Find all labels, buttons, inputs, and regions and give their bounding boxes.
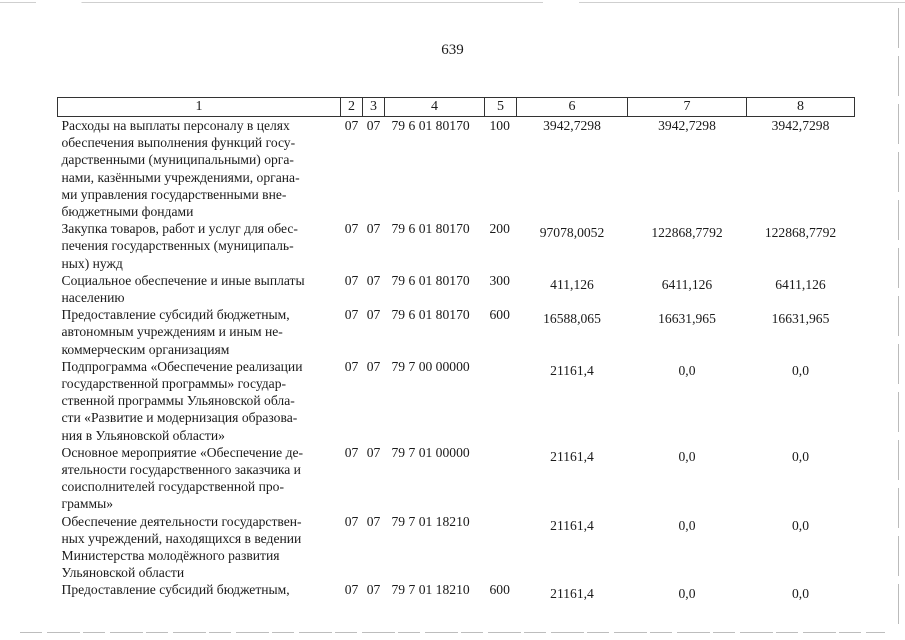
subsection-code: 07 [366,307,381,323]
table-row [58,358,855,444]
amount-col6: 3942,7298 [543,118,601,133]
expense-type-code: 300 [489,272,510,288]
subsection-code: 07 [366,118,381,133]
amount-col7: 6411,126 [661,276,713,292]
row-description [58,306,341,358]
header-row [58,98,855,117]
amount-col6: 97078,0052 [539,225,605,241]
row-description [58,513,341,582]
target-article-code: 79 7 01 18210 [391,513,470,529]
row-description [58,444,341,513]
expense-type-code [485,513,517,582]
description-line: Подпрограмма «Обеспечение реализации [61,358,303,374]
target-article-code: 79 7 01 00000 [391,444,470,460]
row-description [58,117,341,221]
table-row [58,272,855,306]
description-line: ми управления государственными вне- [61,186,287,202]
description-line: ятельности государственного заказчика и [61,462,301,478]
page-edge-bottom [20,632,885,633]
description-line: государственной программы» государ- [61,376,287,392]
description-line: коммерческим организациям [61,341,230,357]
table-row [58,306,855,358]
amount-col6: 21161,4 [550,362,594,378]
column-header: 8 [747,98,855,117]
description-line: населению [61,290,125,306]
section-code: 07 [344,307,359,323]
amount-col8: 0,0 [792,517,809,533]
column-header: 7 [628,98,747,117]
target-article-code: 79 6 01 80170 [391,118,470,133]
amount-col8: 6411,126 [775,276,826,292]
amount-col6: 21161,4 [550,517,594,533]
expense-type-code: 100 [489,118,510,133]
description-line: нами, казёнными учреждениями, органа- [61,169,300,185]
description-line: автономным учреждениям и иным не- [61,324,283,340]
subsection-code: 07 [366,444,381,460]
table-row [58,117,855,221]
table-body [58,117,855,603]
description-line: Основное мероприятие «Обеспечение де- [61,444,304,460]
expense-type-code [485,444,517,513]
target-article-code: 79 6 01 80170 [391,272,470,288]
subsection-code: 07 [366,358,381,374]
section-code: 07 [344,358,359,374]
amount-col8: 122868,7792 [764,225,837,241]
expense-type-code: 200 [489,221,510,237]
expense-type-code: 600 [489,307,510,323]
description-line: сти «Развитие и модернизация образова- [61,410,298,426]
subsection-code: 07 [366,272,381,288]
description-line: ных учреждений, находящихся в ведении [61,530,302,546]
description-line: дарственными (муниципальными) орга- [61,152,294,168]
amount-col8: 0,0 [792,586,809,602]
target-article-code: 79 7 00 00000 [391,358,470,374]
table-row [58,444,855,513]
description-line: бюджетными фондами [61,204,194,220]
row-description [58,358,341,444]
row-description [58,581,341,602]
description-line: ственной программы Ульяновской обла- [61,393,295,409]
amount-col7: 0,0 [678,586,696,602]
subsection-code: 07 [366,513,381,529]
amount-col7: 0,0 [678,517,696,533]
description-line: Социальное обеспечение и иные выплаты [61,272,305,288]
column-header: 6 [517,98,628,117]
description-line: Закупка товаров, работ и услуг для обес- [61,221,298,237]
expense-type-code: 600 [489,582,510,598]
section-code: 07 [344,118,359,133]
amount-col7: 0,0 [678,362,696,378]
subsection-code: 07 [366,221,381,237]
amount-col8: 0,0 [792,362,809,378]
description-line: обеспечения выполнения функций госу- [61,135,296,151]
budget-table [57,97,855,603]
section-code: 07 [344,444,359,460]
description-line: Обеспечение деятельности государствен- [61,513,302,529]
page-edge-right [898,8,899,632]
description-line: ных) нужд [61,255,123,271]
target-article-code: 79 6 01 80170 [391,221,470,237]
description-line: соисполнителей государственной про- [61,479,285,495]
description-line: Расходы на выплаты персоналу в целях [61,118,290,133]
description-line: Предоставление субсидий бюджетным, [61,582,290,598]
target-article-code: 79 7 01 18210 [391,582,470,598]
row-description [58,220,341,272]
description-line: печения государственных (муниципаль- [61,238,294,254]
column-header: 4 [385,98,485,117]
amount-col6: 21161,4 [550,586,594,602]
amount-col8: 16631,965 [771,311,830,327]
section-code: 07 [344,272,359,288]
table-row [58,581,855,602]
section-code: 07 [344,513,359,529]
amount-col7: 16631,965 [658,311,716,327]
page-edge-top [0,2,905,3]
amount-col6: 16588,065 [543,311,601,327]
expense-type-code [485,358,517,444]
section-code: 07 [344,582,359,598]
section-code: 07 [344,221,359,237]
description-line: граммы» [61,496,114,512]
table-row [58,513,855,582]
table-header [58,98,855,117]
column-header: 5 [485,98,517,117]
amount-col7: 3942,7298 [658,118,716,133]
column-header: 2 [341,98,363,117]
amount-col8: 0,0 [792,448,809,464]
description-line: Ульяновской области [61,565,185,581]
table-row [58,220,855,272]
amount-col6: 411,126 [550,276,594,292]
row-description [58,272,341,306]
page-number: 639 [441,42,464,58]
description-line: ния в Ульяновской области» [61,427,225,443]
amount-col6: 21161,4 [550,448,594,464]
description-line: Министерства молодёжного развития [61,548,280,564]
amount-col7: 0,0 [678,448,696,464]
column-header: 1 [58,98,341,117]
amount-col8: 3942,7298 [771,118,830,133]
target-article-code: 79 6 01 80170 [391,307,470,323]
subsection-code: 07 [366,582,381,598]
column-header: 3 [363,98,385,117]
amount-col7: 122868,7792 [651,225,723,241]
description-line: Предоставление субсидий бюджетным, [61,307,290,323]
